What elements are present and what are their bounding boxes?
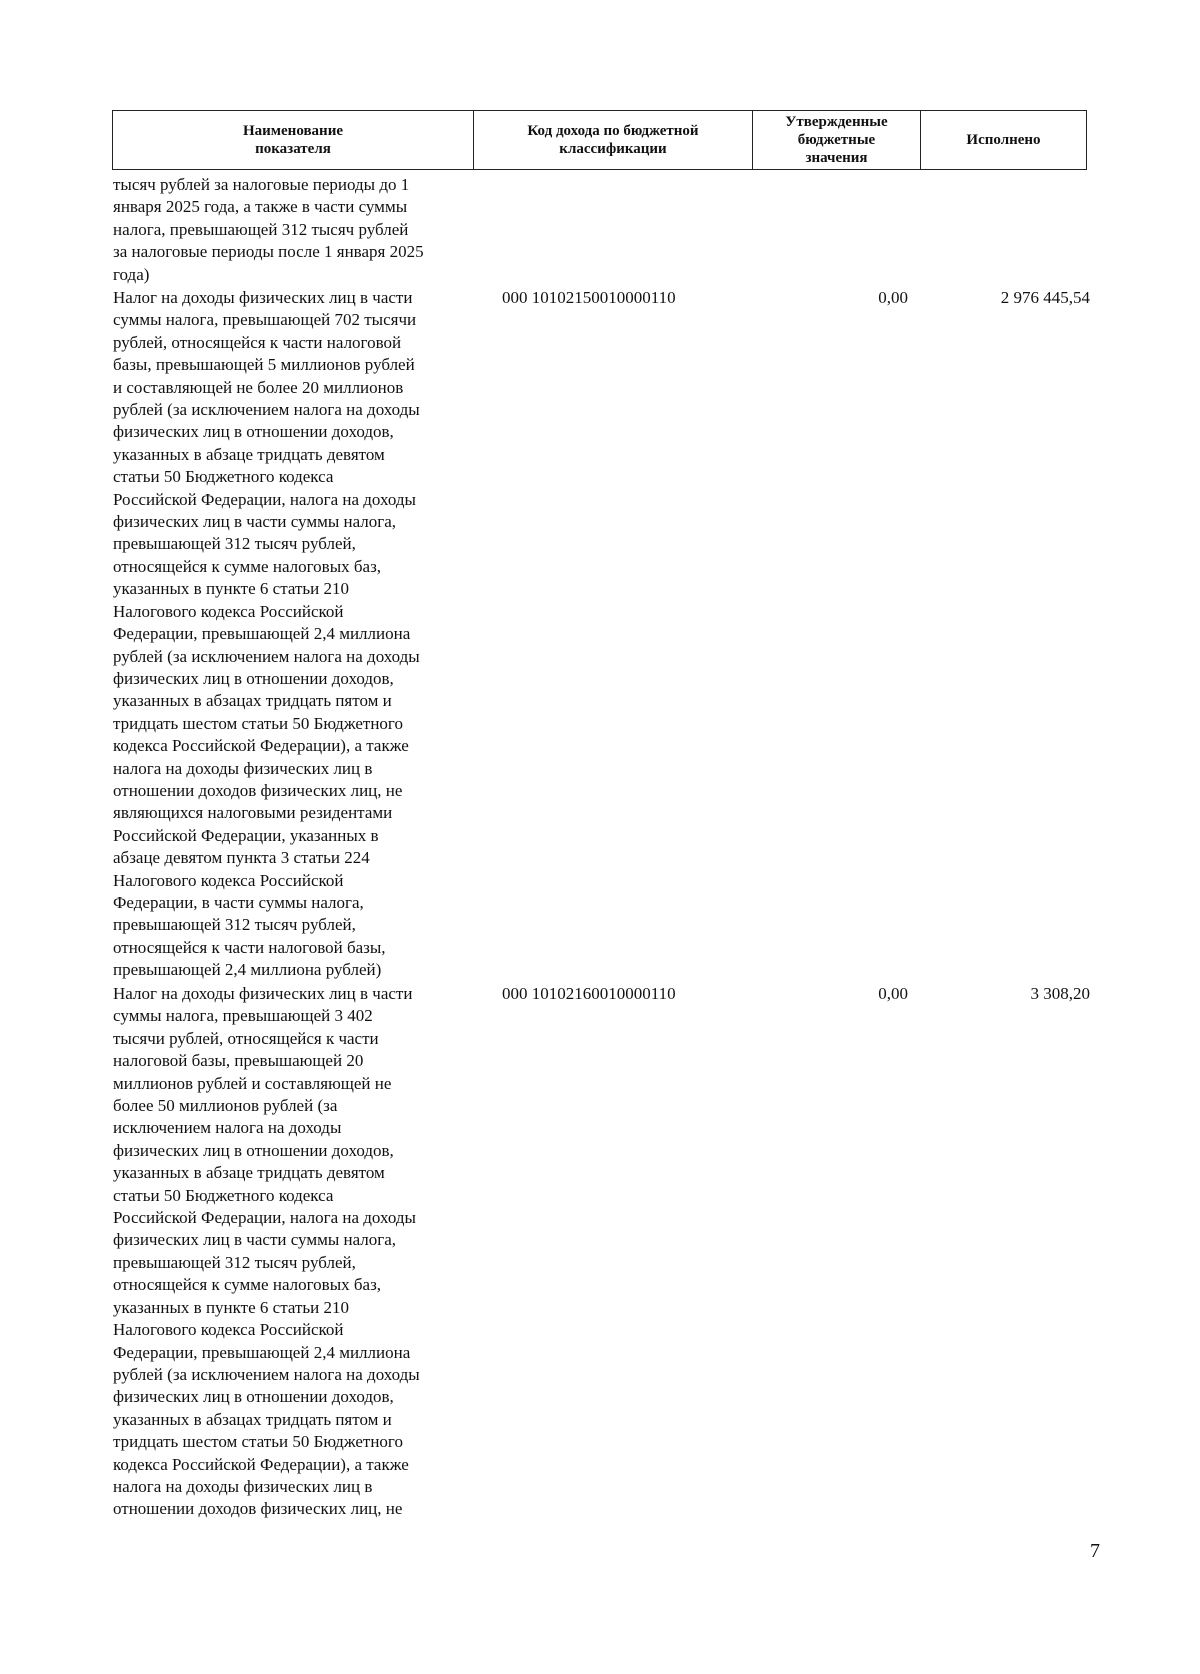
header-name: Наименование показателя [243, 123, 343, 157]
page-number: 7 [1090, 1540, 1100, 1562]
row-2-executed: 3 308,20 [1030, 984, 1090, 1003]
row-1-approved: 0,00 [878, 288, 908, 307]
row-1-code: 000 10102150010000110 [502, 288, 676, 307]
header-executed: Исполнено [920, 111, 1086, 169]
table-header [112, 110, 1087, 170]
row-2-code: 000 10102160010000110 [502, 984, 676, 1003]
row-1-executed: 2 976 445,54 [1000, 288, 1090, 307]
continuation-text: тысяч рублей за налоговые периоды до 1 января 2025 года, а также в части суммы налога, превышающей 312 тысяч рублей за налоговые периоды после 1 января 2025 года) [113, 175, 424, 284]
row-1-name: Налог на доходы физических лиц в части суммы налога, превышающей 702 тысячи рублей, относящейся к части налоговой базы, превышающей 5 миллионов рублей и составляющей не более 20 миллионов рублей (за исключением налога на доходы физических лиц в отношении доходов, указанных в абзаце тридцать девятом статьи 50 Бюджетного кодекса Российской Федерации, налога на доходы физических лиц в части суммы налога, превышающей 312 тысяч рублей, относящейся к сумме налоговых баз, указанных в пункте 6 статьи 210 Налогового кодекса Российской Федерации, превышающей 2,4 миллиона рублей (за исключением налога на доходы физических лиц в отношении доходов, указанных в абзацах тридцать пятом и тридцать шестом статьи 50 Бюджетного кодекса Российской Федерации), а также налога на доходы физических лиц в отношении доходов физических лиц, не являющихся налоговыми резидентами Российской Федерации, указанных в абзаце девятом пункта 3 статьи 224 Налогового кодекса Российской Федерации, в части суммы налога, превышающей 312 тысяч рублей, относящейся к части налоговой базы, превышающей 2,4 миллиона рублей) [113, 288, 420, 980]
row-2-approved: 0,00 [878, 984, 908, 1003]
row-2-name: Налог на доходы физических лиц в части суммы налога, превышающей 3 402 тысячи рублей, относящейся к части налоговой базы, превышающей 20 миллионов рублей и составляющей не более 50 миллионов рублей (за исключением налога на доходы физических лиц в отношении доходов, указанных в абзаце тридцать девятом статьи 50 Бюджетного кодекса Российской Федерации, налога на доходы физических лиц в части суммы налога, превышающей 312 тысяч рублей, относящейся к сумме налоговых баз, указанных в пункте 6 статьи 210 Налогового кодекса Российской Федерации, превышающей 2,4 миллиона рублей (за исключением налога на доходы физических лиц в отношении доходов, указанных в абзацах тридцать пятом и тридцать шестом статьи 50 Бюджетного кодекса Российской Федерации), а также налога на доходы физических лиц в отношении доходов физических лиц, не [113, 984, 420, 1519]
header-code: Код дохода по бюджетной классификации [473, 111, 752, 169]
header-approved: Утвержденные бюджетные значения [752, 111, 920, 169]
